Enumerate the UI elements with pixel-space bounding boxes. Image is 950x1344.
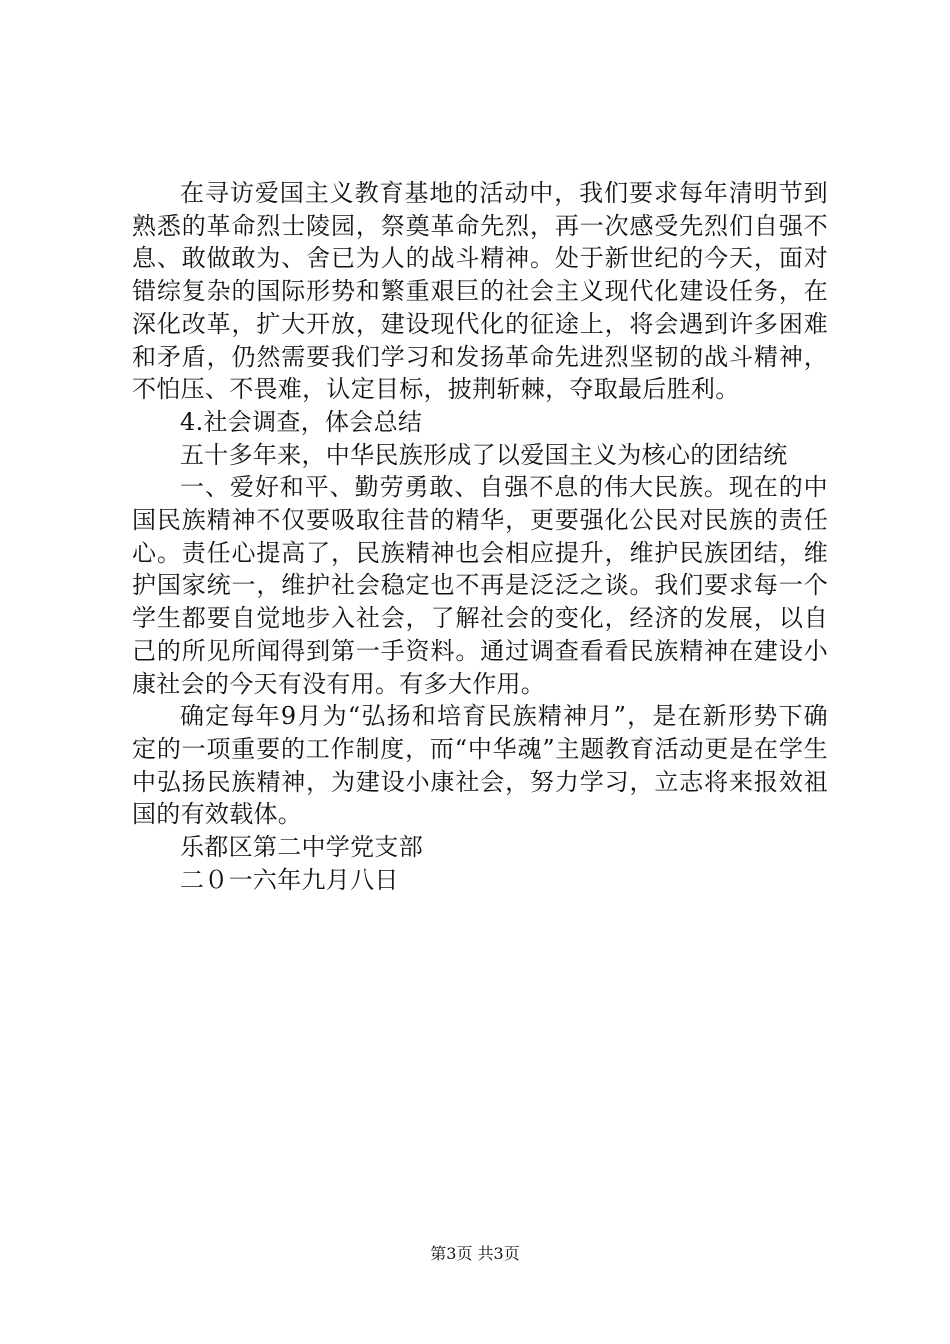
paragraph-fifty-years-line: 五十多年来，中华民族形成了以爱国主义为核心的团结统 <box>180 440 788 469</box>
paragraph-national-spirit: 一、爱好和平、勤劳勇敢、自强不息的伟大民族。现在的中国民族精神不仅要吸取往昔的精华，更要强化公民对民族的责任心。责任心提高了，民族精神也会相应提升，维护民族团结，维护国家统一，维护社会稳定也不再是泛泛之谈。我们要求每一个学生都要自觉地步入社会，了解社会的变化，经济的发展，以自己的所见所闻得到第一手资料。通过调查看看民族精神在建设小康社会的今天有没有用。有多大作用。 <box>132 473 828 698</box>
signature-organization: 乐都区第二中学党支部 <box>180 833 423 862</box>
signature-date: 二０一六年九月八日 <box>180 865 399 894</box>
document-body <box>132 177 828 896</box>
paragraph-spirit-month: 确定每年9月为“弘扬和培育民族精神月”，是在新形势下确定的一项重要的工作制度，而“中华魂”主题教育活动更是在学生中弘扬民族精神，为建设小康社会，努力学习，立志将来报效祖国的有效载体。 <box>132 702 828 829</box>
page-number-footer: 第3页 共3页 <box>430 1244 520 1263</box>
section-heading-social-survey: 4.社会调查，体会总结 <box>180 407 423 436</box>
paragraph-memorial-visit: 在寻访爱国主义教育基地的活动中，我们要求每年清明节到熟悉的革命烈士陵园，祭奠革命先烈，再一次感受先烈们自强不息、敢做敢为、舍已为人的战斗精神。处于新世纪的今天，面对错综复杂的国际形势和繁重艰巨的社会主义现代化建设任务，在深化改革，扩大开放，建设现代化的征途上，将会遇到许多困难和矛盾，仍然需要我们学习和发扬革命先进烈坚韧的战斗精神，不怕压、不畏难，认定目标，披荆斩棘，夺取最后胜利。 <box>132 179 828 404</box>
